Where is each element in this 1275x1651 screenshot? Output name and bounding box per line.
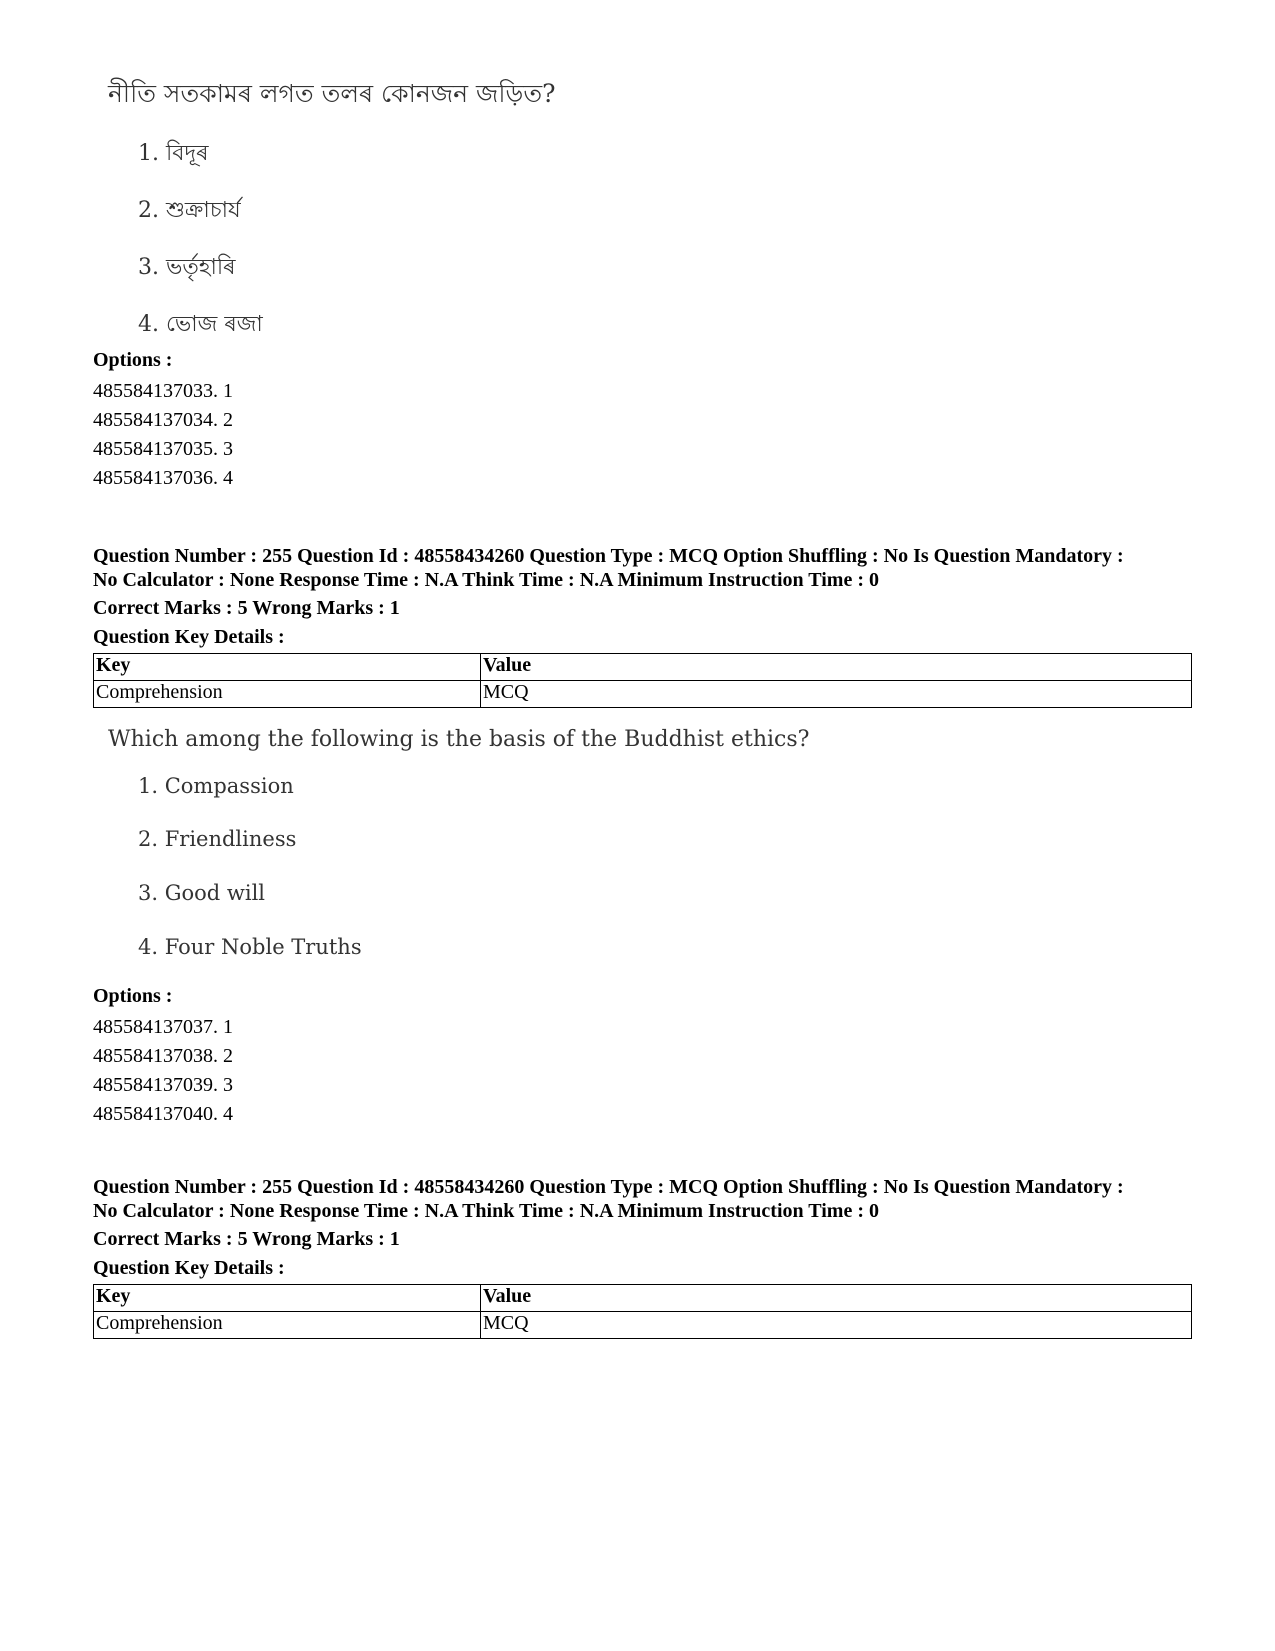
option-item: 485584137040. 4 — [93, 1103, 233, 1125]
table-cell-value: MCQ — [481, 681, 1192, 708]
table-cell-key: Comprehension — [94, 681, 481, 708]
question-choice: 2. শুক্ৰাচাৰ্য — [138, 198, 241, 223]
question-choice: 1. বিদূৰ — [138, 141, 209, 166]
table-cell-key: Comprehension — [94, 1312, 481, 1339]
question-choice: 3. Good will — [138, 881, 266, 905]
question-meta — [93, 544, 1193, 592]
options-label: Options : — [93, 985, 173, 1007]
table-row — [94, 1312, 1192, 1339]
question-stem: Which among the following is the basis of the Buddhist ethics? — [108, 727, 810, 752]
question-choice: 4. ভোজ ৰজা — [138, 312, 263, 337]
table-row — [94, 681, 1192, 708]
key-details-label: Question Key Details : — [93, 626, 285, 648]
question-meta — [93, 1175, 1193, 1223]
key-details-label: Question Key Details : — [93, 1257, 285, 1279]
option-item: 485584137035. 3 — [93, 438, 233, 460]
marks-line: Correct Marks : 5 Wrong Marks : 1 — [93, 597, 400, 619]
question-choice: 1. Compassion — [138, 774, 294, 798]
meta-line: Question Number : 255 Question Id : 48558434260 Question Type : MCQ Option Shuffling : No Is Question Mandatory : — [93, 1176, 1124, 1198]
question-choice: 3. ভৰ্তৃহাৰি — [138, 255, 236, 280]
option-item: 485584137037. 1 — [93, 1016, 233, 1038]
meta-line: No Calculator : None Response Time : N.A Think Time : N.A Minimum Instruction Time : 0 — [93, 1200, 879, 1222]
option-item: 485584137039. 3 — [93, 1074, 233, 1096]
table-header-key: Key — [94, 654, 481, 681]
table-header-value: Value — [481, 654, 1192, 681]
table-header-row — [94, 1285, 1192, 1312]
option-item: 485584137036. 4 — [93, 467, 233, 489]
key-details-table — [93, 1284, 1192, 1339]
table-cell-value: MCQ — [481, 1312, 1192, 1339]
table-header-row — [94, 654, 1192, 681]
table-header-value: Value — [481, 1285, 1192, 1312]
meta-line: No Calculator : None Response Time : N.A Think Time : N.A Minimum Instruction Time : 0 — [93, 569, 879, 591]
option-item: 485584137033. 1 — [93, 380, 233, 402]
meta-line: Question Number : 255 Question Id : 48558434260 Question Type : MCQ Option Shuffling : No Is Question Mandatory : — [93, 545, 1124, 567]
options-list — [93, 377, 233, 493]
key-details-table — [93, 653, 1192, 708]
question-choice: 4. Four Noble Truths — [138, 935, 362, 959]
question-image-1 — [108, 78, 556, 337]
options-list — [93, 1013, 233, 1129]
question-stem: নীতি সতকামৰ লগত তলৰ কোনজন জড়িত? — [108, 79, 556, 108]
option-item: 485584137034. 2 — [93, 409, 233, 431]
marks-line: Correct Marks : 5 Wrong Marks : 1 — [93, 1228, 400, 1250]
question-choice: 2. Friendliness — [138, 827, 297, 851]
options-label: Options : — [93, 349, 173, 371]
option-item: 485584137038. 2 — [93, 1045, 233, 1067]
question-image-2 — [108, 724, 810, 959]
table-header-key: Key — [94, 1285, 481, 1312]
